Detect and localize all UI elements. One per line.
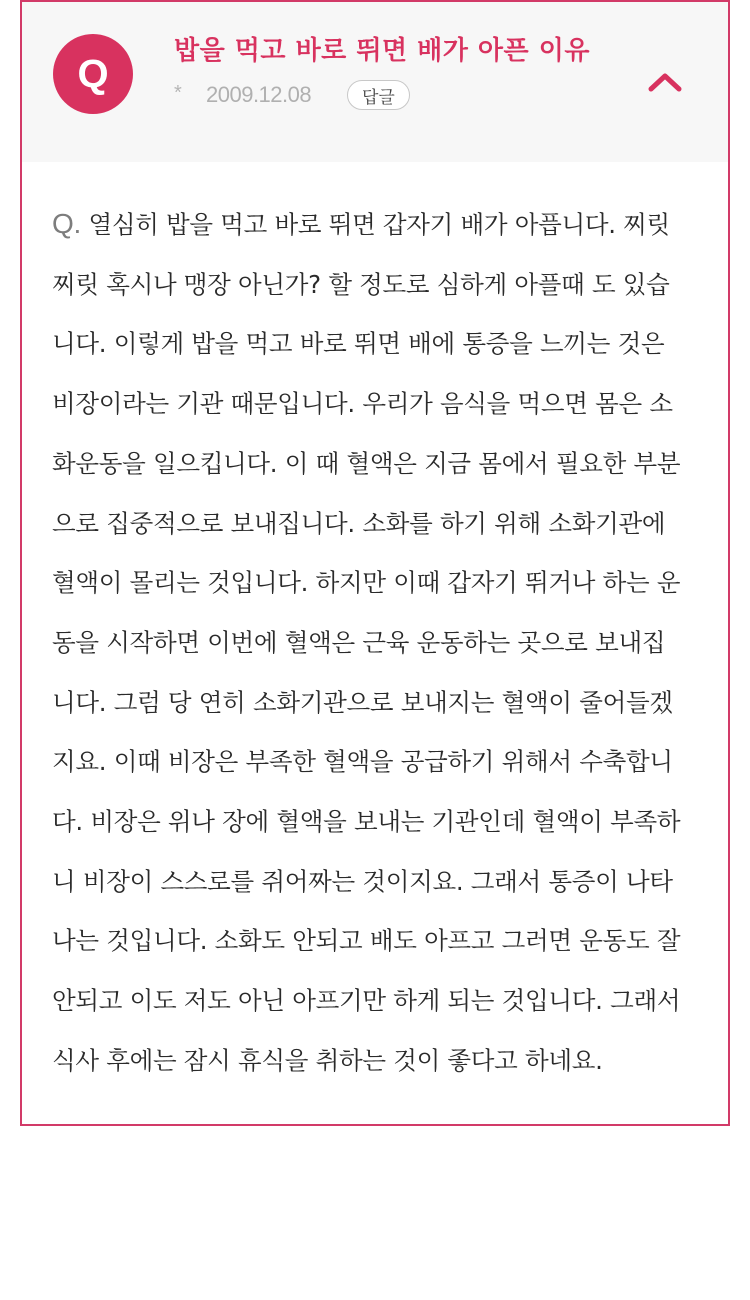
q-prefix: Q. <box>52 208 81 239</box>
answer-line: 혈액이 몰리는 것입니다. 하지만 이때 갑자기 뛰거나 하는 운 <box>52 568 681 598</box>
answer-line: 동을 시작하면 이번에 혈액은 근육 운동하는 곳으로 보내집 <box>52 627 666 657</box>
answer-line: 안되고 이도 저도 아닌 아프기만 하게 되는 것입니다. 그래서 <box>52 986 681 1016</box>
answer-line: 지요. 이때 비장은 부족한 혈액을 공급하기 위해서 수축합니 <box>52 747 673 777</box>
answer-line: 식사 후에는 잠시 휴식을 취하는 것이 좋다고 하네요. <box>52 1045 603 1075</box>
q-avatar: Q <box>53 34 133 114</box>
answer-body <box>52 194 702 1091</box>
answer-line: 니 비장이 스스로를 쥐어짜는 것이지요. 그래서 통증이 나타 <box>52 866 673 896</box>
answer-line-first <box>52 194 702 255</box>
answer-text: 열심히 밥을 먹고 바로 뛰면 갑자기 배가 아픕니다. 찌릿 <box>80 210 670 239</box>
answer-line: 으로 집중적으로 보내집니다. 소화를 하기 위해 소화기관에 <box>52 508 666 538</box>
answer-line: 나는 것입니다. 소화도 안되고 배도 아프고 그러면 운동도 잘 <box>52 926 681 956</box>
post-date: 2009.12.08 <box>206 82 312 107</box>
answer-line: 화운동을 일으킵니다. 이 때 혈액은 지금 몸에서 필요한 부분 <box>52 448 681 478</box>
qa-card <box>20 0 730 1126</box>
collapse-button[interactable] <box>640 64 690 100</box>
reply-button[interactable] <box>347 80 410 110</box>
answer-line: 니다. 이렇게 밥을 먹고 바로 뛰면 배에 통증을 느끼는 것은 <box>52 329 665 359</box>
author-mark: * <box>174 82 182 104</box>
answer-line: 찌릿 혹시나 맹장 아닌가? 할 정도로 심하게 아플때 도 있습 <box>52 269 670 299</box>
answer-line: 다. 비장은 위나 장에 혈액을 보내는 기관인데 혈액이 부족하 <box>52 807 681 837</box>
answer-line: 비장이라는 기관 때문입니다. 우리가 음식을 먹으면 몸은 소 <box>52 389 673 419</box>
reply-button-label: 답글 <box>362 87 395 108</box>
chevron-up-icon <box>647 71 683 93</box>
question-header[interactable] <box>22 2 728 162</box>
question-title[interactable]: 밥을 먹고 바로 뛰면 배가 아픈 이유 <box>174 36 590 66</box>
answer-lines <box>52 255 702 1091</box>
answer-line: 니다. 그럼 당 연히 소화기관으로 보내지는 혈액이 줄어들겠 <box>52 687 673 717</box>
